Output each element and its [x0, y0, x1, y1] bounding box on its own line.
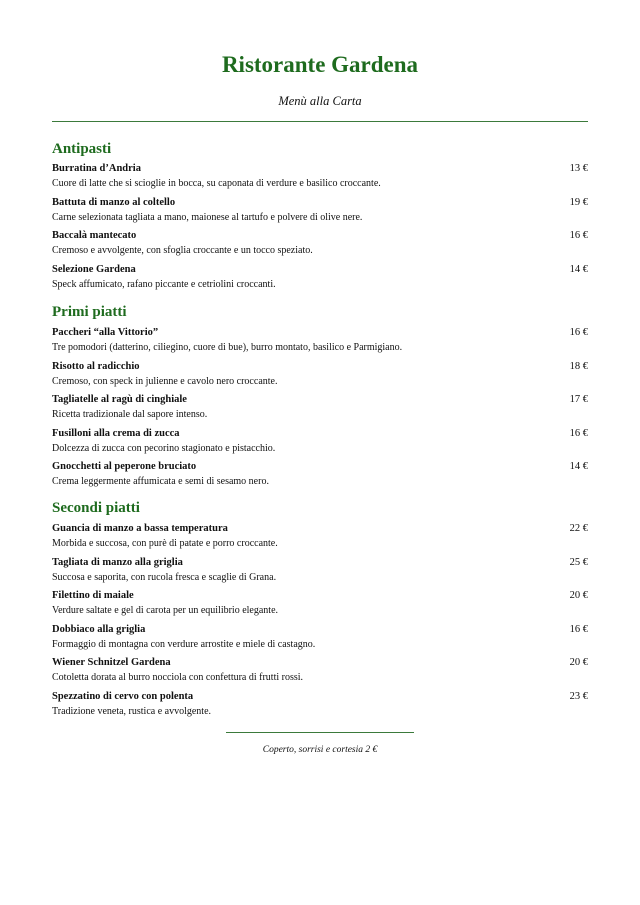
- item-price: 16 €: [569, 230, 588, 241]
- menu-item: [52, 360, 588, 394]
- menu-item: [52, 556, 588, 590]
- item-name: Burratina d’Andria: [52, 163, 141, 174]
- menu-item: [52, 656, 588, 690]
- item-price: 20 €: [569, 590, 588, 601]
- menu-item: [52, 263, 588, 297]
- item-name: Spezzatino di cervo con polenta: [52, 690, 194, 702]
- section-antipasti: [52, 138, 588, 296]
- item-name: Baccalà mantecato: [52, 230, 137, 241]
- footer-divider: [226, 732, 414, 733]
- item-price: 22 €: [569, 523, 588, 534]
- menu-subtitle: Menù alla Carta: [278, 94, 362, 108]
- item-description: Ricetta tradizionale dal sapore intenso.: [52, 409, 208, 420]
- item-description: Speck affumicato, rafano piccante e cetriolini croccanti.: [52, 278, 276, 290]
- section-primi: [52, 301, 588, 494]
- item-description: Morbida e succosa, con purè di patate e porro croccante.: [52, 538, 278, 549]
- item-price: 23 €: [569, 690, 588, 702]
- item-name: Dobbiaco alla griglia: [52, 623, 146, 635]
- menu-item: [52, 393, 588, 427]
- item-price: 18 €: [569, 360, 588, 372]
- item-price: 16 €: [569, 623, 588, 635]
- item-description: Succosa e saporita, con rucola fresca e scaglie di Grana.: [52, 571, 277, 583]
- item-price: 25 €: [569, 556, 588, 568]
- item-description: Cremoso, con speck in julienne e cavolo nero croccante.: [52, 375, 278, 387]
- item-description: Cuore di latte che si scioglie in bocca, su caponata di verdure e basilico croccante.: [52, 178, 381, 189]
- item-description: Cotoletta dorata al burro nocciola con confettura di frutti rossi.: [52, 672, 304, 683]
- item-description: Formaggio di montagna con verdure arrostite e miele di castagno.: [52, 638, 316, 650]
- item-price: 14 €: [569, 263, 588, 275]
- item-name: Guancia di manzo a bassa temperatura: [52, 523, 228, 534]
- item-name: Paccheri “alla Vittorio”: [52, 327, 159, 338]
- item-description: Tre pomodori (datterino, ciliegino, cuore di bue), burro montato, basilico e Parmigiano.: [52, 342, 403, 353]
- section-title: Antipasti: [52, 141, 112, 157]
- item-price: 16 €: [569, 327, 588, 338]
- item-description: Carne selezionata tagliata a mano, maionese al tartufo e polvere di olive nere.: [52, 211, 363, 223]
- cover-charge-note: Coperto, sorrisi e cortesia 2 €: [262, 745, 378, 755]
- menu-item: [52, 522, 588, 556]
- item-price: 19 €: [569, 196, 588, 208]
- restaurant-title: Ristorante Gardena: [221, 52, 419, 77]
- item-name: Filettino di maiale: [52, 590, 134, 601]
- item-name: Wiener Schnitzel Gardena: [52, 657, 171, 668]
- item-price: 17 €: [569, 394, 588, 405]
- item-price: 20 €: [569, 657, 588, 668]
- menu-item: [52, 589, 588, 623]
- item-name: Risotto al radicchio: [52, 360, 140, 372]
- menu-item: [52, 460, 588, 494]
- header-divider: [52, 121, 588, 122]
- menu-item: [52, 427, 588, 461]
- item-name: Tagliatelle al ragù di cinghiale: [52, 394, 187, 405]
- menu-item: [52, 623, 588, 657]
- section-title: Primi piatti: [52, 304, 127, 320]
- item-description: Verdure saltate e gel di carota per un equilibrio elegante.: [52, 605, 279, 616]
- item-name: Selezione Gardena: [52, 263, 136, 275]
- section-secondi: [52, 497, 588, 723]
- item-name: Tagliata di manzo alla griglia: [52, 556, 183, 568]
- item-description: Dolcezza di zucca con pecorino stagionato e pistacchio.: [52, 442, 276, 454]
- item-description: Tradizione veneta, rustica e avvolgente.: [52, 705, 212, 717]
- item-name: Battuta di manzo al coltello: [52, 196, 176, 208]
- item-description: Crema leggermente affumicata e semi di sesamo nero.: [52, 476, 269, 487]
- menu-item: [52, 690, 588, 724]
- item-name: Fusilloni alla crema di zucca: [52, 427, 180, 439]
- menu-item: [52, 196, 588, 230]
- item-price: 16 €: [569, 427, 588, 439]
- section-title: Secondi piatti: [52, 500, 140, 516]
- item-description: Cremoso e avvolgente, con sfoglia croccante e un tocco speziato.: [52, 245, 313, 256]
- item-price: 13 €: [569, 163, 588, 174]
- menu-item: [52, 229, 588, 263]
- item-name: Gnocchetti al peperone bruciato: [52, 461, 197, 472]
- item-price: 14 €: [569, 461, 588, 472]
- menu-item: [52, 162, 588, 196]
- menu-item: [52, 326, 588, 360]
